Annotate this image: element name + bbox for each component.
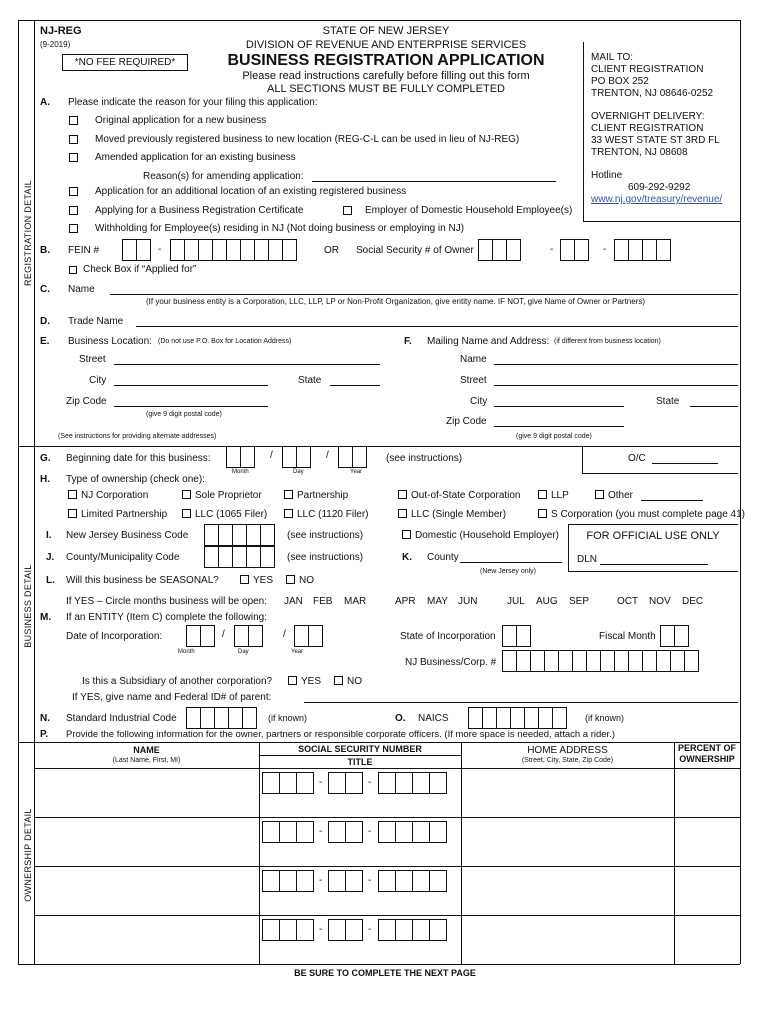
- opt-amended-label: Amended application for an existing business: [95, 152, 296, 163]
- owner4-dash-1: -: [319, 924, 323, 935]
- mail-client-reg: CLIENT REGISTRATION: [591, 64, 704, 75]
- inc-year-boxes[interactable]: [294, 625, 322, 647]
- oc-box: [582, 446, 738, 474]
- mailing-name-input[interactable]: [494, 364, 738, 365]
- owner3-dash-1: -: [319, 875, 323, 886]
- col-divider-3: [674, 742, 675, 964]
- section-a-prompt: Please indicate the reason for your filing this application:: [68, 97, 318, 108]
- division-title: DIVISION OF REVENUE AND ENTERPRISE SERVICES: [245, 39, 527, 51]
- owner2-dash-1: -: [319, 826, 323, 837]
- owner-row-2-divider: [34, 866, 740, 867]
- own-llc-1120[interactable]: [284, 509, 369, 520]
- location-zip-input[interactable]: [114, 406, 268, 407]
- county-label: County: [427, 552, 459, 563]
- ownership-type-label: Type of ownership (check one):: [66, 474, 205, 485]
- domestic-household[interactable]: [402, 530, 559, 541]
- opt-original-label: Original application for a new business: [95, 115, 267, 126]
- reasons-input[interactable]: [312, 181, 556, 182]
- own-sole-prop-label: Sole Proprietor: [195, 490, 262, 501]
- hotline-phone: 609-292-9292: [628, 182, 691, 193]
- section-o-letter: O.: [395, 713, 406, 724]
- opt-additional-checkbox[interactable]: [69, 187, 78, 196]
- own-llc-1120-label: LLC (1120 Filer): [297, 509, 369, 520]
- col-address-sub: (Street, City, State, Zip Code): [521, 757, 614, 764]
- sic-if-known: (if known): [268, 713, 308, 723]
- owner1-ssn-b[interactable]: [328, 772, 362, 794]
- begin-month-caption: Month: [232, 469, 249, 475]
- begin-day-caption: Day: [293, 469, 304, 475]
- mailing-street-label: Street: [460, 375, 487, 386]
- inc-day-boxes[interactable]: [234, 625, 262, 647]
- month-mar[interactable]: MAR: [344, 596, 367, 607]
- section-m-letter: M.: [40, 612, 52, 623]
- own-limited-partnership[interactable]: [68, 509, 167, 520]
- seasonal-yes-label: YES: [253, 575, 274, 586]
- parent-label: If YES, give name and Federal ID# of parent:: [72, 692, 272, 703]
- side-label-ownership: OWNERSHIP DETAIL: [23, 808, 33, 902]
- begin-month-boxes[interactable]: [226, 446, 254, 468]
- inc-slash-2: /: [283, 629, 286, 640]
- mailing-zip-input[interactable]: [494, 426, 624, 427]
- owner2-ssn-c[interactable]: [378, 821, 446, 843]
- begin-year-caption: Year: [350, 469, 363, 475]
- mail-to-label: MAIL TO:: [591, 52, 634, 63]
- dln-label: DLN: [577, 554, 598, 565]
- mailing-state-input[interactable]: [690, 406, 738, 407]
- own-llc-single-label: LLC (Single Member): [411, 509, 507, 520]
- month-nov[interactable]: NOV: [649, 596, 671, 607]
- table-header-bottom: [34, 768, 740, 769]
- no-fee-box: *NO FEE REQUIRED*: [62, 54, 188, 71]
- own-nj-corp-label: NJ Corporation: [81, 490, 149, 501]
- mail-city: TRENTON, NJ 08646-0252: [591, 88, 714, 99]
- alternate-address-note: (See instructions for providing alternate addresses): [58, 433, 217, 440]
- inc-month-boxes[interactable]: [186, 625, 214, 647]
- owners-info-label: Provide the following information for the owner, partners or responsible corporate officers. (If more space is needed, attach a rider.): [66, 729, 615, 740]
- dln-input[interactable]: [600, 564, 708, 565]
- sic-boxes[interactable]: [186, 707, 256, 729]
- owner2-ssn-b[interactable]: [328, 821, 362, 843]
- county-code-label: County/Municipality Code: [66, 552, 180, 563]
- owner1-ssn-a[interactable]: [262, 772, 313, 794]
- entity-label: If an ENTITY (Item C) complete the following:: [66, 612, 268, 623]
- location-zip-note: (give 9 digit postal code): [146, 411, 222, 418]
- name-label: Name: [68, 284, 95, 295]
- own-out-of-state-label: Out-of-State Corporation: [411, 490, 521, 501]
- section-a-letter: A.: [40, 97, 50, 108]
- section-p-letter: P.: [40, 729, 49, 740]
- section-c-letter: C.: [40, 284, 50, 295]
- month-jun[interactable]: JUN: [458, 596, 478, 607]
- fein-dash: -: [158, 244, 162, 255]
- fiscal-month-label: Fiscal Month: [599, 631, 656, 642]
- state-incorporation-boxes[interactable]: [502, 625, 530, 647]
- own-sole-prop[interactable]: [182, 490, 262, 501]
- section-g-letter: G.: [40, 453, 51, 464]
- seasonal-no-label: NO: [299, 575, 314, 586]
- own-llc-1065[interactable]: [182, 509, 267, 520]
- month-dec[interactable]: DEC: [682, 596, 704, 607]
- owner4-dash-2: -: [368, 924, 372, 935]
- begin-year-boxes[interactable]: [338, 446, 366, 468]
- col-percent-header: PERCENT OF OWNERSHIP: [677, 743, 736, 764]
- parent-input[interactable]: [304, 702, 738, 703]
- opt-domestic-employer-checkbox[interactable]: [343, 206, 352, 215]
- owner1-dash-2: -: [368, 777, 372, 788]
- ssn-dash-2: -: [603, 244, 607, 255]
- inc-day-caption: Day: [238, 649, 249, 655]
- subsidiary-label: Is this a Subsidiary of another corporation?: [82, 676, 273, 687]
- own-other-label: Other: [608, 490, 634, 501]
- own-nj-corp[interactable]: [68, 490, 148, 501]
- begin-day-boxes[interactable]: [282, 446, 310, 468]
- inc-month-caption: Month: [178, 649, 195, 655]
- opt-withholding-checkbox[interactable]: [69, 224, 78, 233]
- own-s-corp[interactable]: [538, 509, 745, 520]
- subsidiary-no-label: NO: [347, 676, 362, 687]
- nj-business-code-label: New Jersey Business Code: [66, 530, 189, 541]
- subsidiary-yes[interactable]: [288, 676, 321, 687]
- section-k-letter: K.: [402, 552, 412, 563]
- own-partnership[interactable]: [284, 490, 348, 501]
- owner2-ssn-a[interactable]: [262, 821, 313, 843]
- own-s-corp-label: S Corporation (you must complete page 41): [551, 509, 745, 520]
- opt-original-checkbox[interactable]: [69, 116, 78, 125]
- form-id: NJ-REG: [40, 25, 82, 37]
- owner-row-1-divider: [34, 817, 740, 818]
- mailing-label: Mailing Name and Address:: [427, 336, 550, 347]
- state-incorporation-label: State of Incorporation: [400, 631, 496, 642]
- owner1-ssn-c[interactable]: [378, 772, 446, 794]
- section-divider-ownership: [18, 742, 740, 743]
- col-name-header: NAME: [133, 745, 160, 755]
- overnight-label: OVERNIGHT DELIVERY:: [591, 111, 705, 122]
- own-llp-label: LLP: [551, 490, 569, 501]
- business-location-note: (Do not use P.O. Box for Location Address): [158, 338, 292, 345]
- owner3-dash-2: -: [368, 875, 372, 886]
- seasonal-label: Will this business be SEASONAL?: [66, 575, 219, 586]
- fein-number-boxes[interactable]: [170, 239, 296, 261]
- own-llp[interactable]: [538, 490, 569, 501]
- section-h-letter: H.: [40, 474, 50, 485]
- next-page-note: BE SURE TO COMPLETE THE NEXT PAGE: [294, 968, 476, 978]
- naics-if-known: (if known): [585, 713, 625, 723]
- col-divider-2: [461, 742, 462, 964]
- frame-bottom: [18, 964, 740, 965]
- location-street-input[interactable]: [114, 364, 380, 365]
- mailing-name-label: Name: [460, 354, 487, 365]
- name-input[interactable]: [110, 294, 738, 295]
- col-ssn-header: SOCIAL SECURITY NUMBER: [298, 744, 422, 754]
- section-i-letter: I.: [46, 530, 52, 541]
- owner-ssn-serial-boxes[interactable]: [614, 239, 670, 261]
- opt-certificate-label: Applying for a Business Registration Certificate: [95, 205, 304, 216]
- section-e-letter: E.: [40, 336, 50, 347]
- owner4-ssn-c[interactable]: [378, 919, 446, 941]
- inc-year-caption: Year: [291, 649, 304, 655]
- ssn-dash-1: -: [550, 244, 554, 255]
- mailing-street-input[interactable]: [494, 385, 738, 386]
- or-label: OR: [324, 245, 339, 256]
- own-limited-partnership-label: Limited Partnership: [81, 509, 168, 520]
- nj-business-code-see: (see instructions): [287, 530, 364, 541]
- mailing-note: (if different from business location): [554, 338, 661, 345]
- col-address-header: HOME ADDRESS: [527, 745, 608, 756]
- name-note: (If your business entity is a Corporation, LLC, LLP, LP or Non-Profit Organization, give entity name. IF NOT, give Name of Owner or Partners): [146, 297, 646, 306]
- owner3-ssn-b[interactable]: [328, 870, 362, 892]
- domestic-household-label: Domestic (Household Employer): [415, 530, 559, 541]
- instructions-line: Please read instructions carefully before filling out this form: [242, 70, 530, 82]
- frame-top: [18, 20, 740, 21]
- applied-for-checkbox[interactable]: [69, 266, 77, 274]
- opt-withholding-label: Withholding for Employee(s) residing in NJ (Not doing business or employing in NJ): [95, 223, 465, 234]
- seasonal-yes[interactable]: [240, 575, 273, 586]
- incorporation-date-label: Date of Incorporation:: [66, 631, 163, 642]
- location-city-label: City: [89, 375, 107, 386]
- owner3-ssn-c[interactable]: [378, 870, 446, 892]
- month-may[interactable]: MAY: [427, 596, 448, 607]
- revenue-link[interactable]: www.nj.gov/treasury/revenue/: [591, 194, 723, 205]
- owner4-ssn-b[interactable]: [328, 919, 362, 941]
- form-revision: (9-2019): [40, 40, 71, 49]
- section-n-letter: N.: [40, 713, 50, 724]
- reasons-label: Reason(s) for amending application:: [143, 171, 304, 182]
- month-apr[interactable]: APR: [395, 596, 416, 607]
- opt-domestic-employer-label: Employer of Domestic Household Employee(s): [365, 205, 573, 216]
- side-strip-divider: [34, 20, 35, 964]
- subsidiary-yes-label: YES: [301, 676, 322, 687]
- oc-input[interactable]: [652, 463, 718, 464]
- nj-only-note: (New Jersey only): [480, 568, 537, 575]
- nj-corp-number-boxes[interactable]: [502, 650, 698, 672]
- section-j-letter: J.: [46, 552, 55, 563]
- month-aug[interactable]: AUG: [536, 596, 558, 607]
- overnight-street: 33 WEST STATE ST 3RD FL: [591, 135, 720, 146]
- month-feb[interactable]: FEB: [313, 596, 333, 607]
- page-title: BUSINESS REGISTRATION APPLICATION: [227, 52, 545, 69]
- owner3-ssn-a[interactable]: [262, 870, 313, 892]
- owner-row-3-divider: [34, 915, 740, 916]
- month-jan[interactable]: JAN: [284, 596, 303, 607]
- inc-slash-1: /: [222, 629, 225, 640]
- hotline-label: Hotline: [591, 170, 623, 181]
- frame-left: [18, 20, 19, 964]
- own-other-input[interactable]: [641, 500, 703, 501]
- overnight-city: TRENTON, NJ 08608: [591, 147, 688, 158]
- mail-po-box: PO BOX 252: [591, 76, 649, 87]
- frame-right: [740, 20, 741, 964]
- location-state-input[interactable]: [330, 385, 380, 386]
- seasonal-no[interactable]: [286, 575, 314, 586]
- side-label-registration: REGISTRATION DETAIL: [23, 180, 33, 286]
- owner-ssn-group-boxes[interactable]: [560, 239, 588, 261]
- own-partnership-label: Partnership: [297, 490, 349, 501]
- opt-amended-checkbox[interactable]: [69, 153, 78, 162]
- opt-moved-checkbox[interactable]: [69, 135, 78, 144]
- section-l-letter: L.: [46, 575, 55, 586]
- begin-slash-1: /: [270, 450, 273, 461]
- all-sections-line: ALL SECTIONS MUST BE FULLY COMPLETED: [267, 83, 505, 95]
- mailing-city-input[interactable]: [494, 406, 624, 407]
- col-divider-1: [259, 742, 260, 964]
- mailing-zip-note: (give 9 digit postal code): [516, 433, 592, 440]
- months-open-label: If YES – Circle months business will be open:: [66, 596, 268, 607]
- owner4-ssn-a[interactable]: [262, 919, 313, 941]
- business-location-label: Business Location:: [68, 336, 152, 347]
- county-code-boxes[interactable]: [204, 546, 274, 568]
- begin-see-instructions: (see instructions): [386, 453, 463, 464]
- owner-ssn-label: Social Security # of Owner: [356, 245, 474, 256]
- owner-ssn-area-boxes[interactable]: [478, 239, 520, 261]
- location-state-label: State: [298, 375, 322, 386]
- col-title-header: TITLE: [347, 757, 373, 767]
- section-d-letter: D.: [40, 316, 50, 327]
- overnight-client-reg: CLIENT REGISTRATION: [591, 123, 704, 134]
- fein-prefix-boxes[interactable]: [122, 239, 150, 261]
- naics-boxes[interactable]: [468, 707, 566, 729]
- owner2-dash-2: -: [368, 826, 372, 837]
- begin-date-label: Beginning date for this business:: [66, 453, 211, 464]
- county-code-see: (see instructions): [287, 552, 364, 563]
- location-street-label: Street: [79, 354, 106, 365]
- month-oct[interactable]: OCT: [617, 596, 639, 607]
- state-title: STATE OF NEW JERSEY: [322, 25, 450, 37]
- own-llc-1065-label: LLC (1065 Filer): [195, 509, 268, 520]
- naics-label: NAICS: [418, 713, 449, 724]
- owner1-dash-1: -: [319, 777, 323, 788]
- location-city-input[interactable]: [114, 385, 268, 386]
- nj-corp-number-label: NJ Business/Corp. #: [405, 657, 497, 668]
- mailing-city-label: City: [470, 396, 488, 407]
- mailing-zip-label: Zip Code: [446, 416, 487, 427]
- opt-moved-label: Moved previously registered business to new location (REG-C-L can be used in lieu of NJ-REG): [95, 134, 520, 145]
- fein-label: FEIN #: [68, 245, 100, 256]
- month-jul[interactable]: JUL: [507, 596, 525, 607]
- trade-name-label: Trade Name: [68, 316, 124, 327]
- oc-label: O/C: [628, 453, 646, 464]
- subsidiary-no[interactable]: [334, 676, 362, 687]
- col-name-sub: (Last Name, First, MI): [112, 757, 181, 764]
- month-sep[interactable]: SEP: [569, 596, 590, 607]
- ssn-title-split: [259, 755, 461, 756]
- county-input[interactable]: [460, 562, 562, 563]
- side-label-business: BUSINESS DETAIL: [23, 564, 33, 648]
- nj-business-code-boxes[interactable]: [204, 524, 274, 546]
- opt-certificate-checkbox[interactable]: [69, 206, 78, 215]
- section-f-letter: F.: [404, 336, 412, 347]
- trade-name-input[interactable]: [136, 326, 738, 327]
- official-use-label: FOR OFFICIAL USE ONLY: [586, 530, 720, 542]
- own-llc-single[interactable]: [398, 509, 506, 520]
- sic-label: Standard Industrial Code: [66, 713, 177, 724]
- begin-slash-2: /: [326, 450, 329, 461]
- section-b-letter: B.: [40, 245, 50, 256]
- own-out-of-state[interactable]: [398, 490, 521, 501]
- location-zip-label: Zip Code: [66, 396, 107, 407]
- mailing-state-label: State: [656, 396, 680, 407]
- opt-additional-label: Application for an additional location of an existing registered business: [95, 186, 407, 197]
- fiscal-month-boxes[interactable]: [660, 625, 688, 647]
- own-other[interactable]: [595, 490, 633, 501]
- applied-for-label: Check Box if “Applied for”: [83, 264, 197, 275]
